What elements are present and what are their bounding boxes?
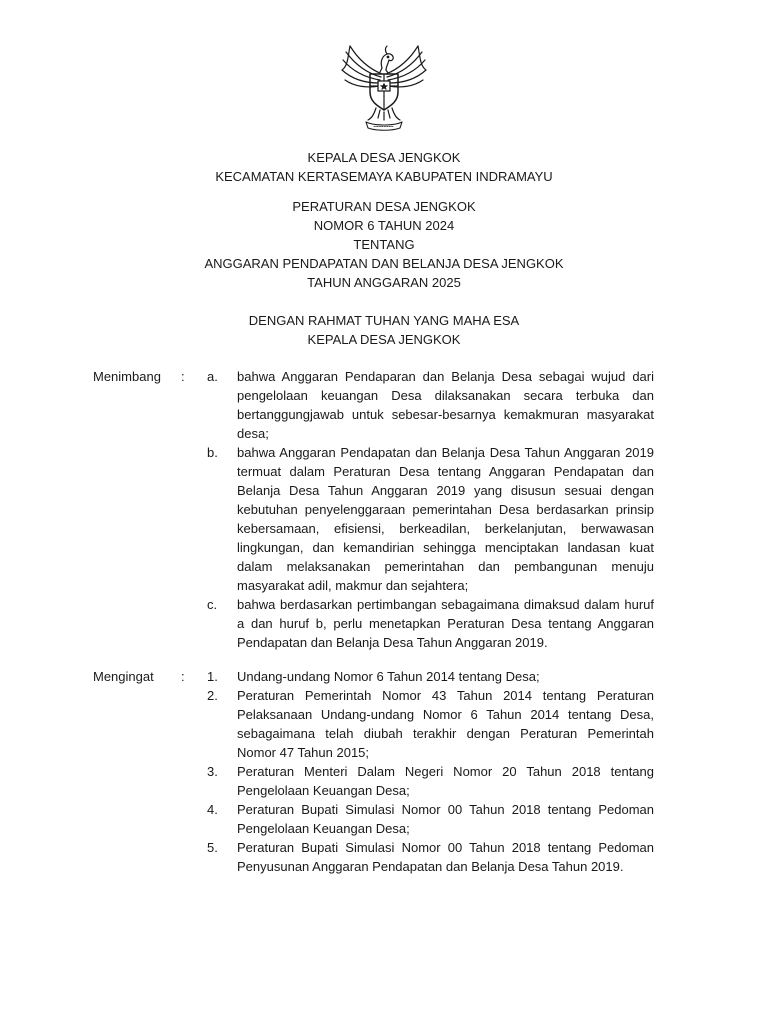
preamble-authority: KEPALA DESA JENGKOK — [307, 332, 461, 347]
menimbang-list — [0, 367, 768, 652]
regulation-number: NOMOR 6 TAHUN 2024 — [313, 218, 455, 233]
list-item — [0, 800, 768, 838]
header-region: KECAMATAN KERTASEMAYA KABUPATEN INDRAMAYU — [215, 169, 553, 184]
list-marker: 2. — [207, 688, 218, 703]
list-item-text: Peraturan Menteri Dalam Negeri Nomor 20 Tahun 2018 tentang Pengelolaan Keuangan Desa; — [237, 764, 654, 798]
menimbang-label: Menimbang — [93, 369, 161, 384]
list-item-text: bahwa berdasarkan pertimbangan sebagaimana dimaksud dalam huruf a dan huruf b, perlu menetapkan Peraturan Desa tentang Anggaran Pendapatan dan Belanja Desa Tahun Anggaran 2019. — [237, 597, 654, 650]
list-item-text: Peraturan Bupati Simulasi Nomor 00 Tahun 2018 tentang Pedoman Pengelolaan Keuangan Desa; — [237, 802, 654, 836]
list-marker: 4. — [207, 802, 218, 817]
list-marker: 5. — [207, 840, 218, 855]
list-marker: c. — [207, 597, 218, 612]
preamble — [0, 311, 768, 349]
list-item — [0, 367, 768, 443]
list-item-text: Undang-undang Nomor 6 Tahun 2014 tentang Desa; — [237, 669, 540, 684]
list-item — [0, 443, 768, 595]
list-item — [0, 762, 768, 800]
preamble-invocation: DENGAN RAHMAT TUHAN YANG MAHA ESA — [248, 313, 520, 328]
list-marker: 1. — [207, 669, 218, 684]
list-item — [0, 838, 768, 876]
regulation-about: TENTANG — [353, 237, 415, 252]
mengingat-list — [0, 667, 768, 876]
document-header — [0, 148, 768, 186]
mengingat-label: Mengingat — [93, 669, 154, 684]
regulation-type: PERATURAN DESA JENGKOK — [292, 199, 476, 214]
header-office-title: KEPALA DESA JENGKOK — [307, 150, 461, 165]
list-marker: a. — [207, 369, 218, 384]
garuda-emblem-icon — [338, 40, 430, 132]
list-item-text: bahwa Anggaran Pendaparan dan Belanja Desa sebagai wujud dari pengelolaan keuangan Desa dilaksanakan secara terbuka dan bertanggungjawab untuk sebesar-besarnya kemakmuran masyarakat desa; — [237, 369, 654, 441]
list-item-text: bahwa Anggaran Pendapatan dan Belanja Desa Tahun Anggaran 2019 termuat dalam Peraturan Desa tentang Anggaran Pendapatan dan Belanja Desa Tahun Anggaran 2019 yang disusun sesuai dengan kebutuhan penyelenggaraan pemerintahan Desa berdasarkan prinsip kebersamaan, efisiensi, berkeadilan, berkelanjutan, berwawasan lingkungan, dan kemandirian sehingga menciptakan landasan kuat dalam melaksanakan pemerintahan dan pembangunan menuju masyarakat adil, makmur dan sejahtera; — [237, 445, 654, 593]
list-item — [0, 686, 768, 762]
regulation-subject: ANGGARAN PENDAPATAN DAN BELANJA DESA JENGKOK — [204, 256, 564, 271]
list-item-text: Peraturan Pemerintah Nomor 43 Tahun 2014 tentang Peraturan Pelaksanaan Undang-undang Nomor 6 Tahun 2014 tentang Desa, sebagaimana telah diubah terakhir dengan Peraturan Pemerintah Nomor 47 Tahun 2015; — [237, 688, 654, 760]
mengingat-colon: : — [181, 669, 185, 684]
list-item-text: Peraturan Bupati Simulasi Nomor 00 Tahun 2018 tentang Pedoman Penyusunan Anggaran Pendapatan dan Belanja Desa Tahun 2019. — [237, 840, 654, 874]
menimbang-colon: : — [181, 369, 185, 384]
list-marker: b. — [207, 445, 218, 460]
list-item — [0, 595, 768, 652]
regulation-title — [0, 197, 768, 292]
regulation-fiscal-year: TAHUN ANGGARAN 2025 — [307, 275, 461, 290]
list-marker: 3. — [207, 764, 218, 779]
list-item — [0, 667, 768, 686]
